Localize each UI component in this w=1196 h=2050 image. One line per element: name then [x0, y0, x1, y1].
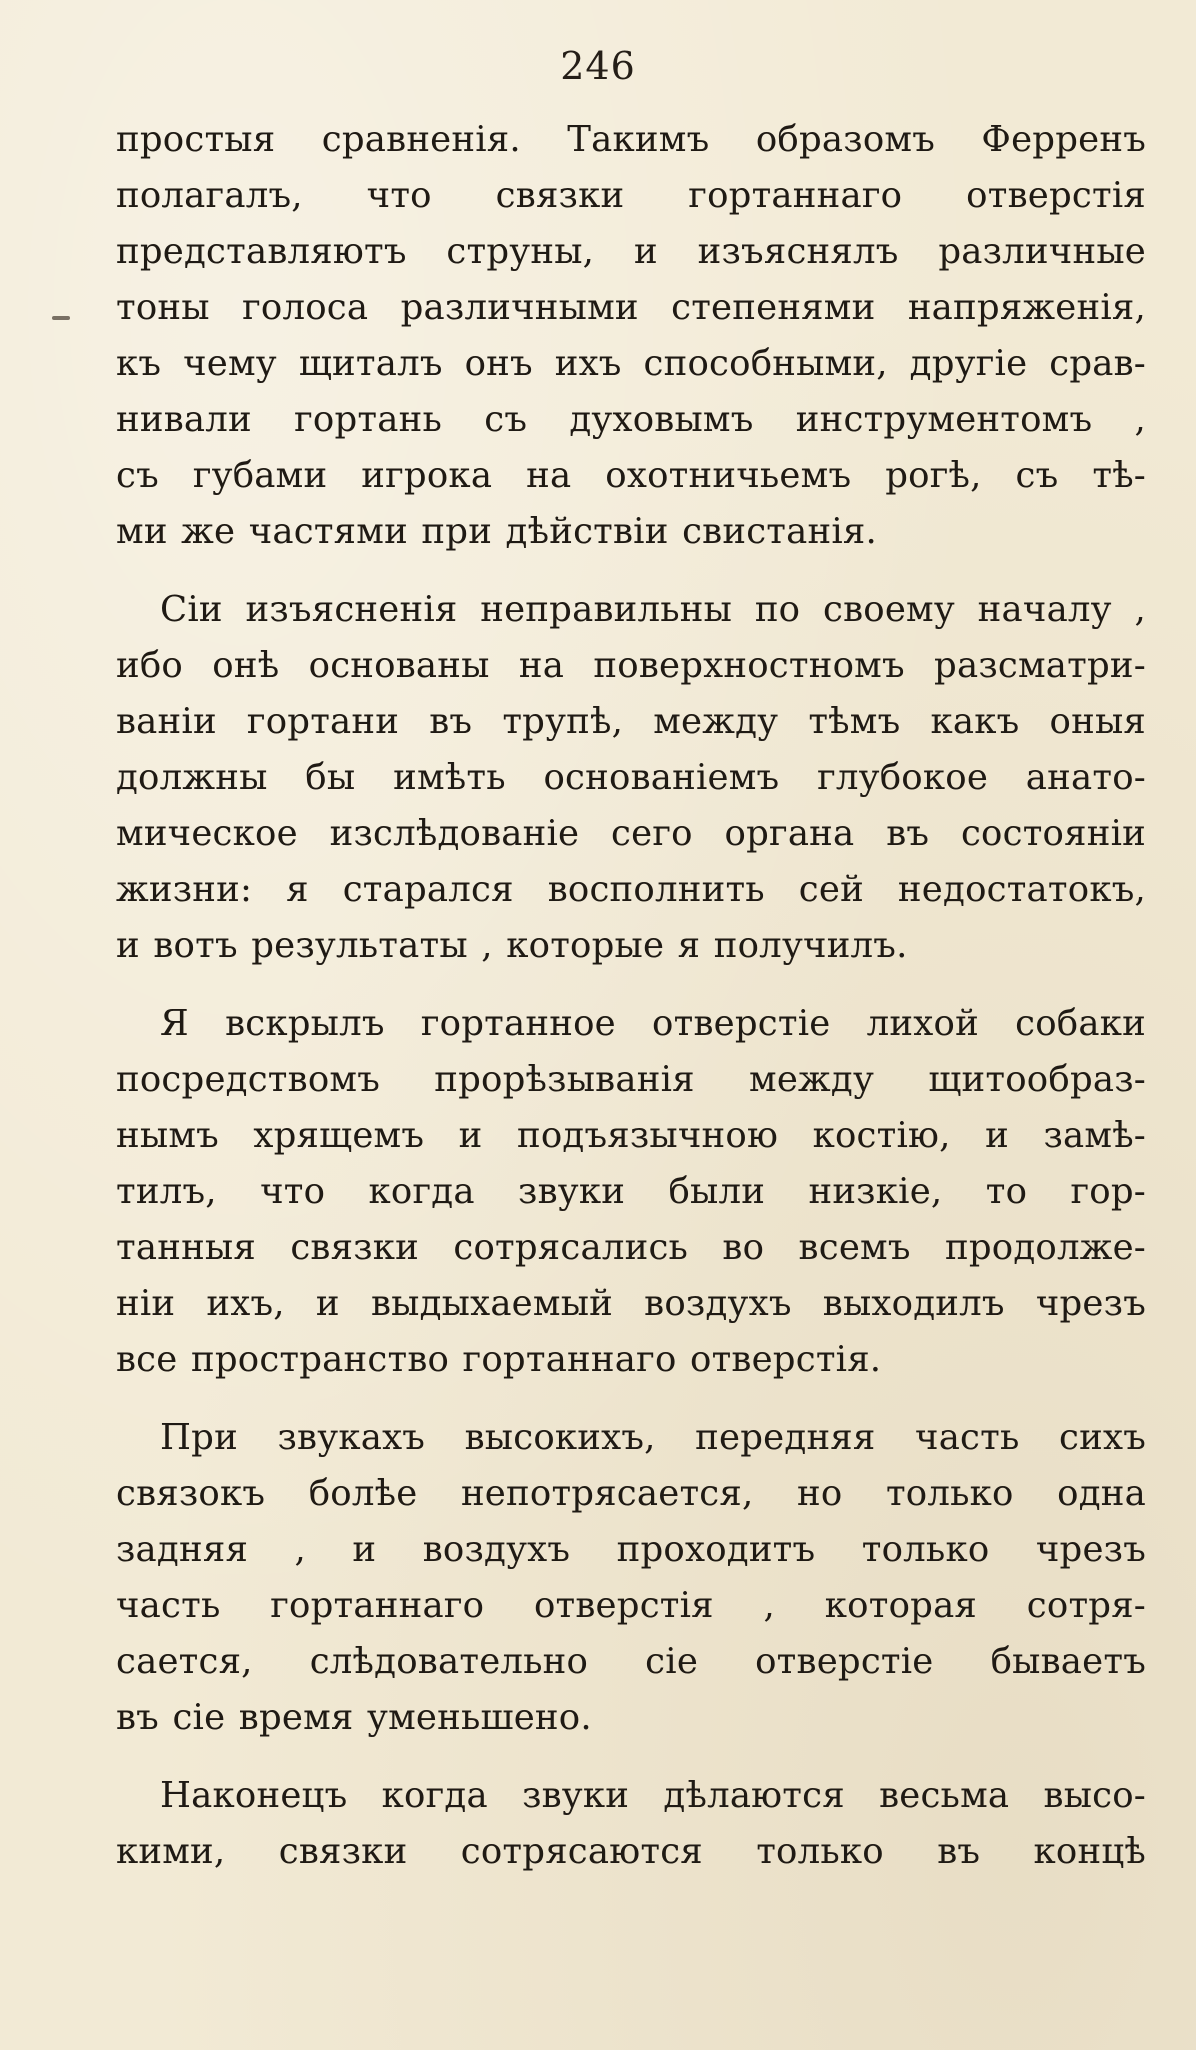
text-line: въ сіе время уменьшено. [116, 1697, 592, 1738]
text-line: нивали гортань съ духовымъ инструментомъ , [116, 399, 1146, 440]
text-line: кими, связки сотрясаются только въ концѣ [116, 1831, 1146, 1872]
text-line: нымъ хрящемъ и подъязычною костію, и замѣ- [116, 1115, 1146, 1156]
text-line: Наконецъ когда звуки дѣлаются весьма высо- [160, 1775, 1146, 1816]
text-line: простыя сравненія. Такимъ образомъ Ферренъ [116, 119, 1146, 160]
paragraph [116, 996, 1146, 1388]
paragraph [116, 1768, 1146, 1880]
text-line: и вотъ результаты , которые я получилъ. [116, 925, 908, 966]
page-number: 246 [560, 44, 636, 88]
paragraph-gap [116, 560, 1146, 582]
paragraph-gap [116, 1746, 1146, 1768]
text-line: Я вскрылъ гортанное отверстіе лихой собаки [160, 1003, 1146, 1044]
text-line: представляютъ струны, и изъяснялъ различные [116, 231, 1146, 272]
text-line: должны бы имѣть основаніемъ глубокое анато- [116, 757, 1146, 798]
text-line: съ губами игрока на охотничьемъ рогѣ, съ тѣ- [116, 455, 1146, 496]
text-line: жизни: я старался восполнить сей недостатокъ, [116, 869, 1146, 910]
text-line: все пространство гортаннаго отверстія. [116, 1339, 882, 1380]
text-line: При звукахъ высокихъ, передняя часть сихъ [160, 1417, 1146, 1458]
text-line: къ чему щиталъ онъ ихъ способными, другіе срав- [116, 343, 1146, 384]
text-line: ми же частями при дѣйствіи свистанія. [116, 511, 877, 552]
text-line: связокъ болѣе непотрясается, но только одна [116, 1473, 1146, 1514]
paragraph-gap [116, 1388, 1146, 1410]
text-line: Сіи изъясненія неправильны по своему началу , [160, 589, 1146, 630]
text-line: задняя , и воздухъ проходитъ только чрезъ [116, 1529, 1146, 1570]
text-line: мическое изслѣдованіе сего органа въ состояніи [116, 813, 1146, 854]
text-line: ніи ихъ, и выдыхаемый воздухъ выходилъ чрезъ [116, 1283, 1146, 1324]
text-line: сается, слѣдовательно сіе отверстіе бываетъ [116, 1641, 1146, 1682]
paragraph [116, 112, 1146, 560]
text-line: тилъ, что когда звуки были низкіе, то гор- [116, 1171, 1146, 1212]
text-line: часть гортаннаго отверстія , которая сотря- [116, 1585, 1146, 1626]
paragraph [116, 1410, 1146, 1746]
text-line: ибо онѣ основаны на поверхностномъ разсматри- [116, 645, 1146, 686]
text-line: полагалъ, что связки гортаннаго отверстія [116, 175, 1146, 216]
text-line: тоны голоса различными степенями напряженія, [116, 287, 1146, 328]
text-body [116, 112, 1146, 1880]
margin-mark [52, 316, 70, 320]
paragraph-gap [116, 974, 1146, 996]
text-line: посредствомъ прорѣзыванія между щитообраз- [116, 1059, 1146, 1100]
text-line: ваніи гортани въ трупѣ, между тѣмъ какъ оныя [116, 701, 1146, 742]
paragraph [116, 582, 1146, 974]
text-line: танныя связки сотрясались во всемъ продолже- [116, 1227, 1146, 1268]
